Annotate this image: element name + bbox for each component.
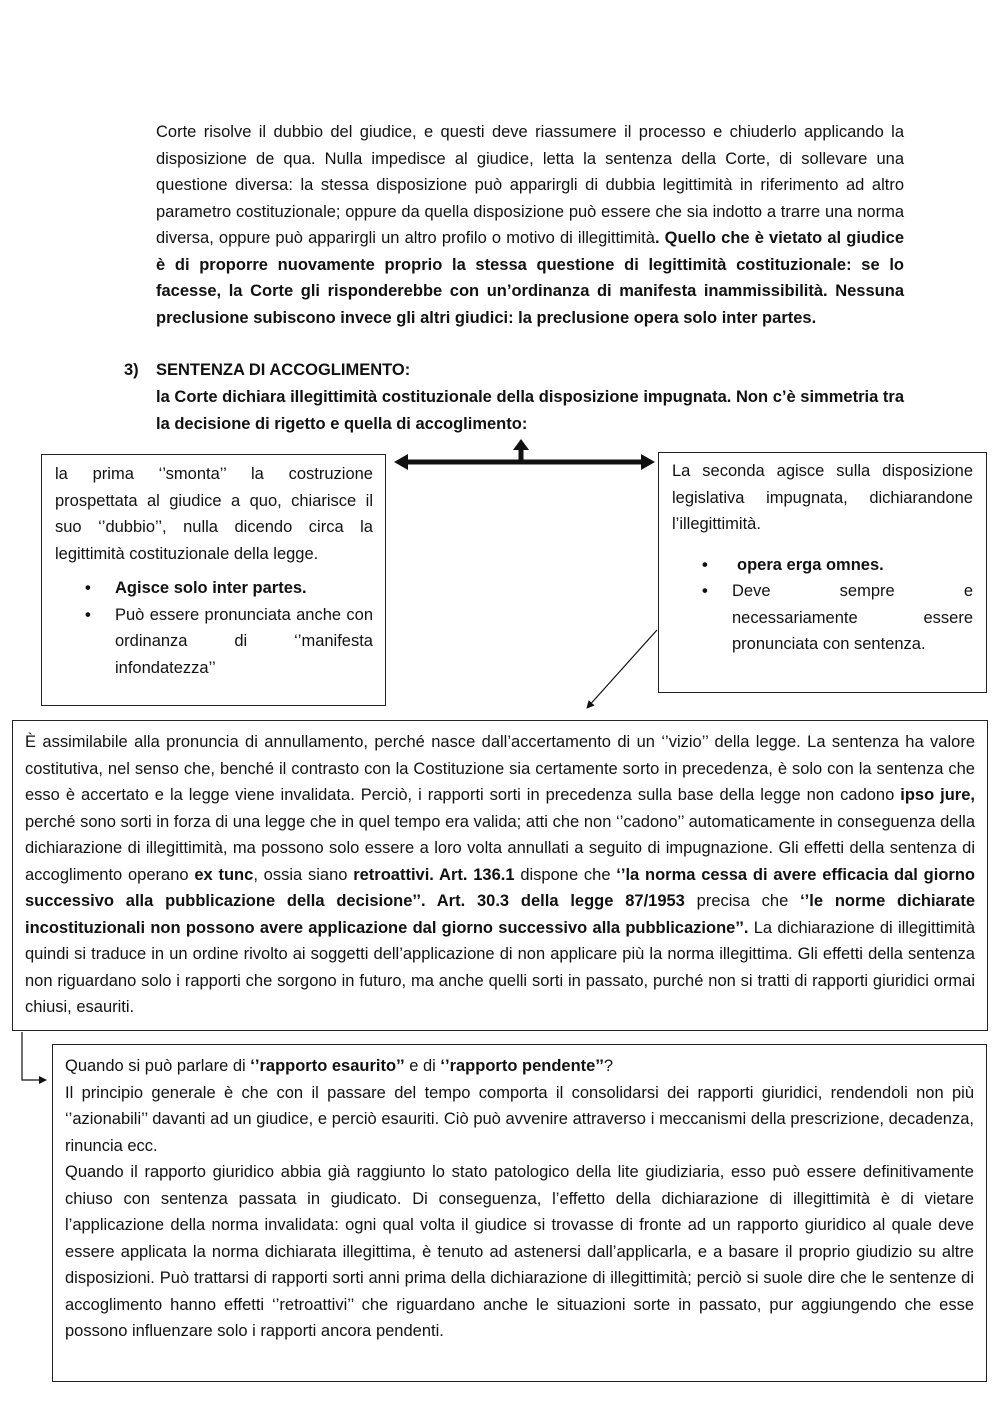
left-comparison-box [41,454,386,706]
pending-relationships-box [52,1044,987,1382]
section-number: 3) [124,361,139,379]
list-item: • opera erga omnes. [732,552,973,579]
double-arrow-icon [394,439,655,470]
diagonal-arrow-icon [587,630,657,708]
list-item: • Può essere pronunciata anche con ordinanza di ‘’manifesta infondatezza’’ [115,602,373,682]
left-box-bullets [55,575,373,681]
right-box-bullets [672,552,973,658]
intro-text: Corte risolve il dubbio del giudice, e questi deve riassumere il processo e chiuderlo applicando la disposizione de qua. Nulla impedisce al giudice, letta la sentenza della Corte, di sollevare una questione diversa: la stessa disposizione può apparirgli di dubbia legittimità in riferimento ad altro parametro costituzionale; oppure da quella disposizione può essere che sia indotto a trarre una norma diversa, oppure può apparirgli un altro profilo o motivo di illegittimità [156,123,904,247]
paragraph-1: Il principio generale è che con il passare del tempo comporta il consolidarsi dei rapporti giuridici, rendendoli non più ‘’azionabili’’ davanti ad un giudice, e perciò esauriti. Ciò può avvenire attraverso i meccanismi della prescrizione, decadenza, rinuncia ecc. [65,1083,974,1155]
list-item: • Agisce solo inter partes. [115,575,373,602]
paragraph-2: Quando il rapporto giuridico abbia già raggiunto lo stato patologico della lite giudiziaria, esso può essere definitivamente chiuso con sentenza passata in giudicato. Di conseguenza, l’effetto della dichiarazione di illegittimità è di vietare l’applicazione della norma invalidata: ogni qual volta il giudice si trovasse di fronte ad un rapporto giuridico al quale deve essere applicata la norma dichiarata illegittima, è tenuto ad astenersi dall’applicarla, e a basare il proprio giudizio su altre disposizioni. Può trattarsi di rapporti sorti anni prima della dichiarazione di illegittimità; perciò si suole dire che le sentenze di accoglimento hanno effetti ‘’retroattivi’’ che riguardano anche le situazioni sorte in passato, pur aggiungendo che esse possono influenzare solo i rapporti ancora pendenti. [65,1163,974,1340]
intro-paragraph [156,119,904,331]
question-line: Quando si può parlare di ‘’rapporto esaurito’’ e di ‘’rapporto pendente’’? [65,1057,614,1075]
list-item: • Deve sempre e necessariamente essere pronunciata con sentenza. [732,578,973,658]
elbow-arrow-icon [22,1032,46,1080]
section-body: la Corte dichiara illegittimità costituzionale della disposizione impugnata. Non c’è simmetria tra la decisione di rigetto e quella di accoglimento: [156,388,904,433]
section-heading: SENTENZA DI ACCOGLIMENTO: [156,361,411,379]
effects-explanation-box: È assimilabile alla pronuncia di annullamento, perché nasce dall’accertamento di un ‘’vizio’’ della legge. La sentenza ha valore costitutiva, nel senso che, benché il contrasto con la Costituzione sia certamente sorto in precedenza, è solo con la sentenza che esso è accertato e la legge viene invalidata. Perciò, i rapporti sorti in precedenza sulla base della legge non cadono ipso jure, perché sono sorti in forza di una legge che in quel tempo era valida; atti che non ‘’cadono’’ automaticamente in conseguenza della dichiarazione di illegittimità, ma possono solo essere a loro volta annullati a seguito di impugnazione. Gli effetti della sentenza di accoglimento operano ex tunc, ossia siano retroattivi. Art. 136.1 dispone che ‘’la norma cessa di avere efficacia dal giorno successivo alla pubblicazione della decisione’’. Art. 30.3 della legge 87/1953 precisa che ‘’le norme dichiarate incostituzionali non possono avere applicazione dal giorno successivo alla pubblicazione’’. La dichiarazione di illegittimità quindi si traduce in un ordine rivolto ai soggetti dell’applicazione di non applicare più la norma illegittima. Gli effetti della sentenza non riguardano solo i rapporti che sorgono in futuro, ma anche quelli sorti in passato, purché non si tratti di rapporti giuridici ormai chiusi, esauriti. [12,720,988,1031]
right-box-text: La seconda agisce sulla disposizione legislativa impugnata, dichiarandone l’illegittimità. [672,462,973,533]
left-box-text: la prima ‘’smonta’’ la costruzione prospettata al giudice a quo, chiarisce il suo ‘’dubbio’’, nulla dicendo circa la legittimità costituzionale della legge. [55,465,373,563]
right-comparison-box [658,452,987,693]
intro-bold-text: . Quello che è vietato al giudice è di proporre nuovamente proprio la stessa questione di legittimità costituzionale: se lo facesse, la Corte gli risponderebbe con un’ordinanza di manifesta inammissibilità. Nessuna preclusione subiscono invece gli altri giudici: la preclusione opera solo inter partes. [156,229,904,327]
